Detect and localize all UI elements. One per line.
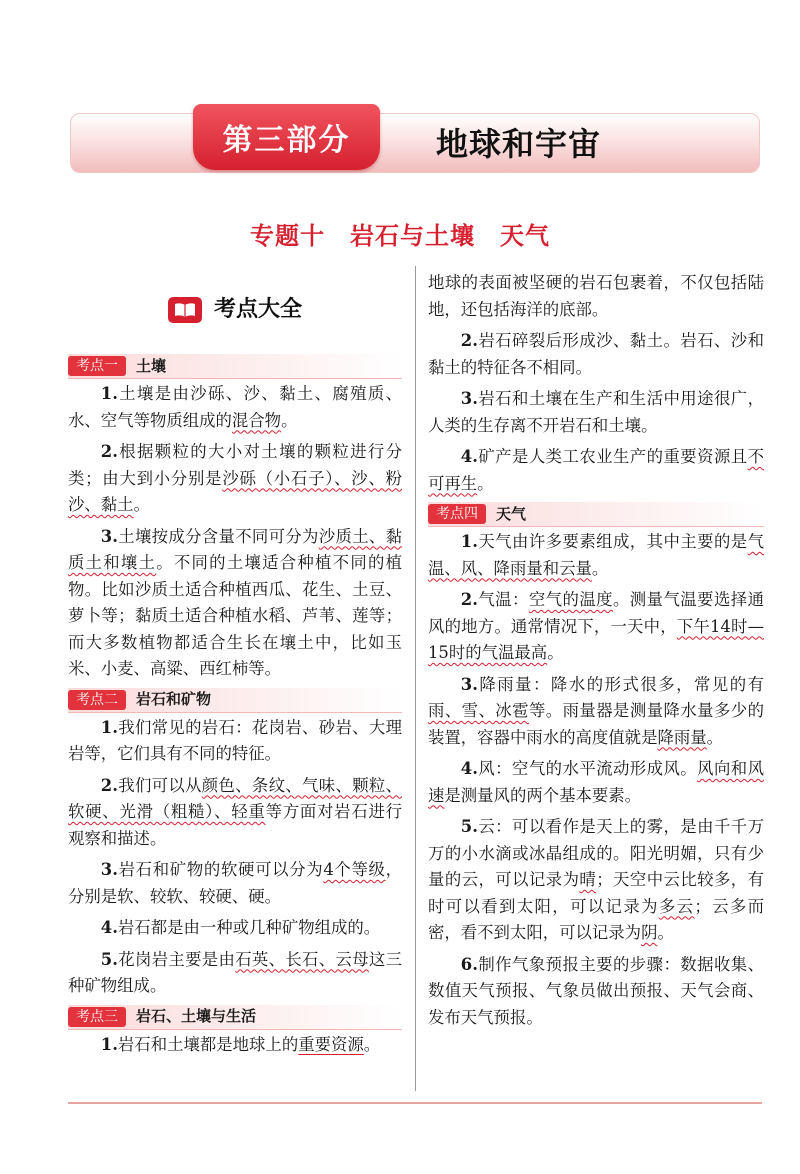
item-text: 这三种矿物组成。: [68, 949, 403, 995]
kd2-item-5: [68, 947, 402, 1000]
item-text: 风：空气的水平流动形成风。: [477, 759, 698, 778]
kd4-item-5: [428, 814, 764, 947]
key-point: 沙质土、黏质土和壤土: [68, 526, 403, 572]
item-text: 花岗岩主要是由: [117, 949, 236, 969]
item-number: 3.: [460, 674, 478, 694]
part-banner: [70, 113, 760, 173]
key-point: 降雨量: [657, 727, 707, 747]
kd3-item-1: [68, 1032, 402, 1059]
item-number: 3.: [100, 526, 118, 546]
item-number: 1.: [460, 532, 478, 551]
key-point: 不可再生: [428, 447, 764, 493]
key-point: 阴: [641, 923, 658, 942]
right-column: [428, 270, 764, 1036]
kaodian-2-header: [68, 688, 402, 713]
kd1-item-3: [68, 524, 402, 683]
item-text: 土壤是由沙砾、沙、黏土、腐殖质、水、空气等物质组成的: [68, 384, 402, 430]
item-text: 等。雨量器是测量降水量多少的装置，容器中雨水的高度值就是: [428, 701, 765, 747]
key-point: 4个等级: [323, 860, 386, 879]
item-number: 3.: [460, 389, 478, 408]
kaodian-3-header: [68, 1005, 402, 1030]
section-title-text: 考点大全: [213, 296, 302, 322]
item-text: 我们常见的岩石：花岗岩、砂岩、大理岩等，它们具有不同的特征。: [68, 717, 402, 763]
kd4-item-4: [428, 756, 764, 809]
item-text: ；云多而密，看不到太阳，可以记录为: [428, 896, 765, 942]
key-point: 混合物: [231, 410, 282, 430]
left-column: [68, 284, 402, 1063]
item-text: 矿产是人类工农业生产的重要资源且: [477, 447, 748, 466]
kd2-item-2: [68, 773, 402, 853]
kaodian-label: 考点三: [68, 1007, 126, 1027]
item-number: 2.: [100, 775, 118, 795]
item-number: 4.: [460, 447, 478, 466]
item-number: 6.: [460, 954, 478, 974]
kd3-item-3: [428, 386, 764, 439]
key-point: 晴: [579, 870, 597, 889]
part-title: 地球和宇宙: [436, 125, 602, 163]
key-point: 气温、风、降雨量和云量: [428, 532, 764, 578]
key-point: 颜色、条纹、气味、颗粒、软硬、光滑（粗糙）、轻重: [68, 775, 403, 821]
kd3-item-2: [428, 328, 764, 381]
item-text: 。: [706, 727, 724, 747]
item-text: 我们可以从: [117, 775, 202, 795]
kaodian-name: 土壤: [136, 356, 167, 375]
kaodian-label: 考点一: [68, 356, 126, 376]
item-text: 。: [657, 923, 674, 942]
kaodian-label: 考点四: [428, 504, 486, 524]
item-number: 2.: [460, 590, 478, 609]
key-point: 空气的温度: [528, 590, 613, 609]
item-number: 4.: [100, 918, 118, 937]
item-text: 降雨量：降水的形式很多，常见的有: [477, 674, 764, 694]
item-text: 。: [591, 558, 609, 578]
key-point: 沙砾（小石子）、沙、粉沙、黏土: [68, 468, 402, 514]
open-book-icon: [168, 297, 202, 323]
kaodian-4-header: [428, 502, 764, 527]
kd4-item-1: [428, 529, 764, 582]
key-point: 雨、雪、冰雹: [428, 701, 529, 720]
key-point: 风向和风速: [428, 759, 764, 805]
key-point: 重要资源: [298, 1034, 364, 1054]
kaodian-1-header: [68, 354, 402, 379]
key-point: 多云: [658, 896, 695, 916]
kaodian-label: 考点二: [68, 690, 126, 710]
kd2-item-4: [68, 915, 402, 942]
kd1-item-1: [68, 381, 402, 434]
key-point: 下午14时—15时的气温最高: [428, 616, 764, 662]
item-text: 土壤按成分含量不同可分为: [117, 526, 319, 546]
item-number: 1.: [100, 717, 118, 737]
item-number: 2.: [460, 331, 478, 350]
part-label: 第三部分: [193, 104, 380, 170]
item-text: 岩石和土壤都是地球上的: [117, 1034, 299, 1054]
item-text: 。不同的土壤适合种植不同的植物。比如沙质土适合种植西瓜、花生、土豆、萝卜等；黏质土适合种植水稻、芦苇、莲等；而大多数植物都适合生长在壤土中，比如玉米、小麦、高粱、西红柿等。: [68, 553, 403, 678]
kd3-item-4: [428, 444, 764, 497]
item-text: 岩石和矿物的软硬可以分为: [117, 860, 324, 879]
column-divider: [415, 266, 416, 1091]
item-text: 是测量风的两个基本要素。: [444, 785, 642, 805]
item-text: 岩石和土壤在生产和生活中用途很广，人类的生存离不开岩石和土壤。: [428, 389, 764, 435]
item-number: 2.: [100, 442, 118, 461]
item-number: 5.: [460, 817, 478, 836]
kaodian-name: 岩石和矿物: [136, 690, 212, 709]
kd4-item-2: [428, 587, 764, 667]
item-text: ，分别是软、较软、较硬、硬。: [68, 860, 402, 906]
kaodian-name: 岩石、土壤与生活: [136, 1007, 257, 1026]
item-text: ；天空中云比较多，有时可以看到太阳，可以记录为: [428, 870, 765, 916]
item-number: 1.: [100, 1034, 118, 1054]
item-text: 。: [281, 410, 298, 430]
item-text: 等方面对岩石进行观察和描述。: [68, 802, 402, 848]
item-text: 岩石都是由一种或几种矿物组成的。: [117, 918, 381, 937]
kd2-item-3: [68, 857, 402, 910]
item-text: 天气由许多要素组成，其中主要的是: [477, 532, 748, 551]
kd4-item-6: [428, 952, 764, 1032]
item-text: 根据颗粒的大小对土壤的颗粒进行分类；由大到小分别是: [68, 442, 402, 488]
item-number: 1.: [100, 384, 118, 403]
kaodian-name: 天气: [496, 504, 527, 523]
item-number: 3.: [100, 860, 118, 879]
key-point: 石英、长石、云母: [235, 949, 369, 969]
item-text: 岩石碎裂后形成沙、黏土。岩石、沙和黏土的特征各不相同。: [428, 331, 764, 377]
topic-title: 专题十 岩石与土壤 天气: [250, 222, 550, 250]
item-number: 4.: [460, 759, 478, 778]
item-text: 。: [477, 473, 494, 493]
kd1-item-2: [68, 439, 402, 519]
section-title: [68, 290, 402, 330]
footer-rule: [68, 1102, 762, 1104]
item-text: 制作气象预报主要的步骤：数据收集、数值天气预报、气象员做出预报、天气会商、发布天气预报。: [428, 954, 764, 1027]
item-text: 气温：: [477, 590, 529, 609]
kd4-item-3: [428, 672, 764, 752]
kd3-item-1-continued: 地球的表面被坚硬的岩石包裹着，不仅包括陆地，还包括海洋的底部。: [428, 273, 764, 319]
item-text: 云：可以看作是天上的雾，是由千千万万的小水滴或冰晶组成的。阳光明媚，只有少量的云，可以记录为: [428, 817, 764, 889]
item-text: 。测量气温要选择通风的地方。通常情况下，一天中，: [428, 590, 764, 636]
item-text: 。: [547, 643, 564, 662]
item-text: 。: [363, 1034, 381, 1054]
item-text: 。: [133, 495, 150, 514]
item-number: 5.: [100, 949, 118, 969]
kd2-item-1: [68, 715, 402, 768]
